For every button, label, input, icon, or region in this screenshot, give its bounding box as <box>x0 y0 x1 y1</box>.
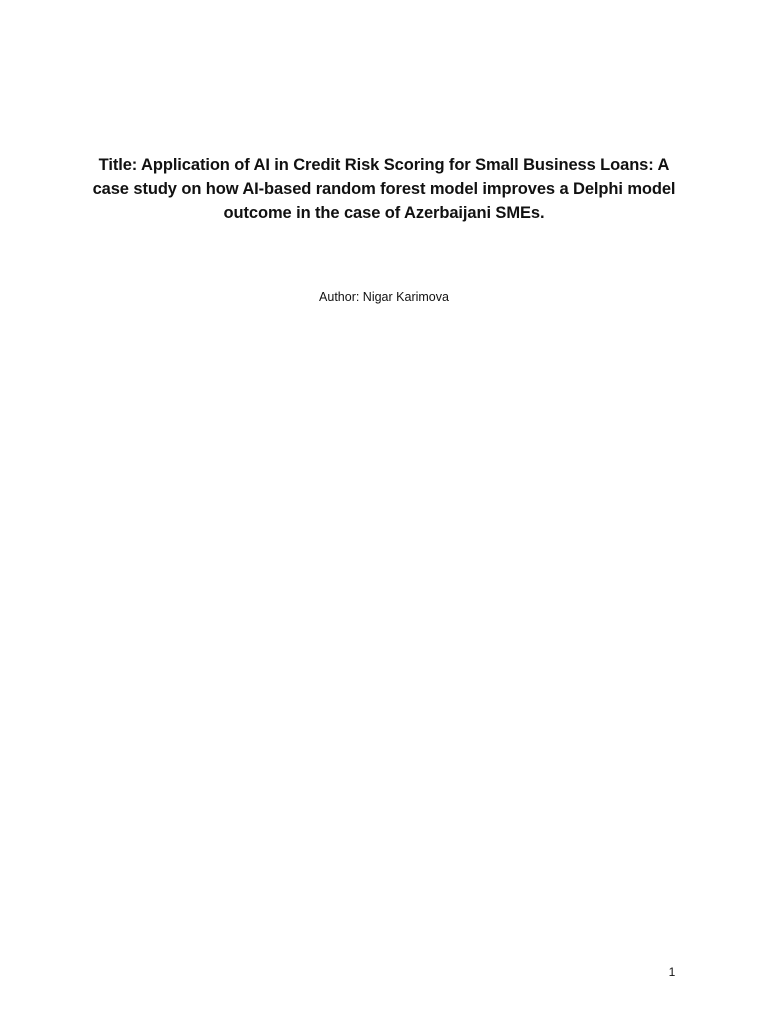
page-number: 1 <box>668 965 676 979</box>
author-line: Author: Nigar Karimova <box>319 290 449 304</box>
paper-title: Title: Application of AI in Credit Risk Scoring for Small Business Loans: A case study on how AI-based random forest model improves a Delphi model outcome in the case of Azerbaijani SMEs. <box>92 156 676 222</box>
